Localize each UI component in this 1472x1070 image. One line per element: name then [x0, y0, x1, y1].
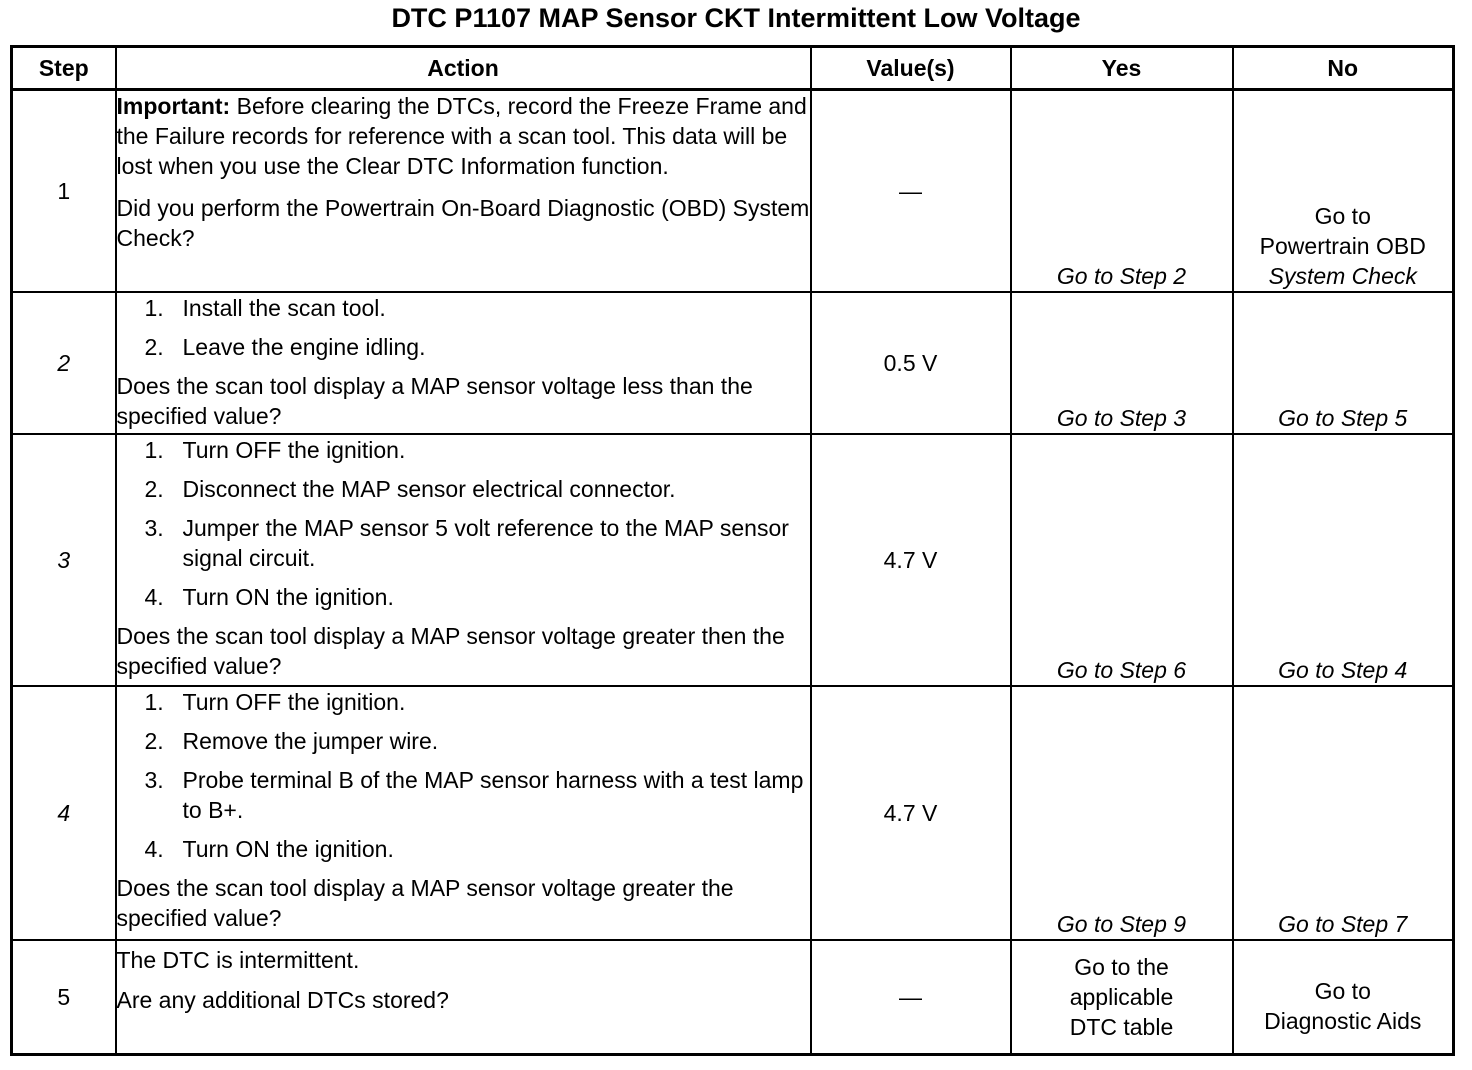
action-step: 2. Remove the jumper wire. — [144, 728, 439, 754]
action-cell — [116, 292, 811, 434]
yes-line-1[interactable]: Go to the — [1074, 954, 1169, 980]
yes-cell — [1011, 686, 1233, 940]
action-cell — [116, 686, 811, 940]
action-question: Does the scan tool display a MAP sensor voltage greater the specified value? — [116, 875, 734, 931]
table-row — [12, 686, 1454, 940]
action-question: Does the scan tool display a MAP sensor voltage less than the specified value? — [116, 373, 753, 429]
no-cell — [1233, 434, 1454, 686]
step-number: 1 — [12, 90, 116, 293]
step-number: 2 — [12, 292, 116, 434]
table-row — [12, 940, 1454, 1055]
table-row — [12, 434, 1454, 686]
value-cell: 4.7 V — [811, 686, 1011, 940]
action-steps — [117, 435, 810, 612]
no-cell — [1233, 90, 1454, 293]
no-line-3[interactable]: System Check — [1268, 263, 1417, 289]
yes-cell — [1011, 940, 1233, 1055]
action-cell — [116, 940, 811, 1055]
action-step: 4. Turn ON the ignition. — [144, 584, 394, 610]
no-link[interactable]: Go to Step 5 — [1278, 405, 1408, 431]
action-question: Does the scan tool display a MAP sensor voltage greater then the specified value? — [116, 623, 785, 679]
no-line-1: Go to — [1314, 203, 1371, 229]
no-cell — [1233, 686, 1454, 940]
yes-line-2[interactable]: applicable — [1069, 984, 1174, 1010]
action-cell — [116, 434, 811, 686]
header-step: Step — [12, 47, 116, 90]
header-action: Action — [116, 47, 811, 90]
value-cell: 4.7 V — [811, 434, 1011, 686]
diagnostic-table — [10, 45, 1455, 1056]
action-steps — [117, 293, 810, 362]
value-cell: 0.5 V — [811, 292, 1011, 434]
yes-cell — [1011, 434, 1233, 686]
yes-cell — [1011, 292, 1233, 434]
no-cell — [1233, 292, 1454, 434]
header-yes: Yes — [1011, 47, 1233, 90]
action-step: 1. Install the scan tool. — [144, 295, 386, 321]
action-step: 3. Jumper the MAP sensor 5 volt reference to the MAP sensor signal circuit. — [144, 515, 789, 571]
yes-link[interactable]: Go to Step 2 — [1056, 263, 1187, 289]
action-question: Did you perform the Powertrain On-Board Diagnostic (OBD) System Check? — [116, 195, 810, 251]
step-number: 5 — [12, 940, 116, 1055]
important-note — [117, 91, 810, 181]
action-step: 1. Turn OFF the ignition. — [144, 689, 406, 715]
no-cell — [1233, 940, 1454, 1055]
table-row — [12, 292, 1454, 434]
table-row — [12, 90, 1454, 293]
yes-link[interactable]: Go to Step 9 — [1056, 911, 1187, 937]
no-line-2[interactable]: Powertrain OBD — [1259, 233, 1426, 259]
no-link[interactable]: Go to Step 4 — [1278, 657, 1408, 683]
header-row — [12, 47, 1454, 90]
yes-link[interactable]: Go to Step 3 — [1056, 405, 1187, 431]
yes-line-3[interactable]: DTC table — [1069, 1014, 1174, 1040]
page-title: DTC P1107 MAP Sensor CKT Intermittent Low Voltage — [391, 3, 1081, 33]
action-statement: The DTC is intermittent. — [116, 947, 360, 973]
action-step: 2. Leave the engine idling. — [144, 334, 426, 360]
step-number: 3 — [12, 434, 116, 686]
action-cell — [116, 90, 811, 293]
yes-link[interactable]: Go to Step 6 — [1056, 657, 1187, 683]
yes-cell — [1011, 90, 1233, 293]
no-link[interactable]: Go to Step 7 — [1278, 911, 1408, 937]
action-question: Are any additional DTCs stored? — [116, 987, 449, 1013]
no-line-2[interactable]: Diagnostic Aids — [1264, 1008, 1422, 1034]
header-no: No — [1233, 47, 1454, 90]
action-step: 3. Probe terminal B of the MAP sensor harness with a test lamp to B+. — [144, 767, 804, 823]
action-step: 4. Turn ON the ignition. — [144, 836, 394, 862]
value-cell: — — [811, 940, 1011, 1055]
action-step: 1. Turn OFF the ignition. — [144, 437, 406, 463]
no-line-1[interactable]: Go to — [1314, 978, 1371, 1004]
value-cell: — — [811, 90, 1011, 293]
important-text: Before clearing the DTCs, record the Freeze Frame and the Failure records for reference with a scan tool. This data will be lost when you use the Clear DTC Information function. — [116, 93, 807, 179]
header-values: Value(s) — [811, 47, 1011, 90]
action-steps — [117, 687, 810, 864]
step-number: 4 — [12, 686, 116, 940]
important-label: Important: — [116, 93, 231, 119]
action-step: 2. Disconnect the MAP sensor electrical connector. — [144, 476, 676, 502]
